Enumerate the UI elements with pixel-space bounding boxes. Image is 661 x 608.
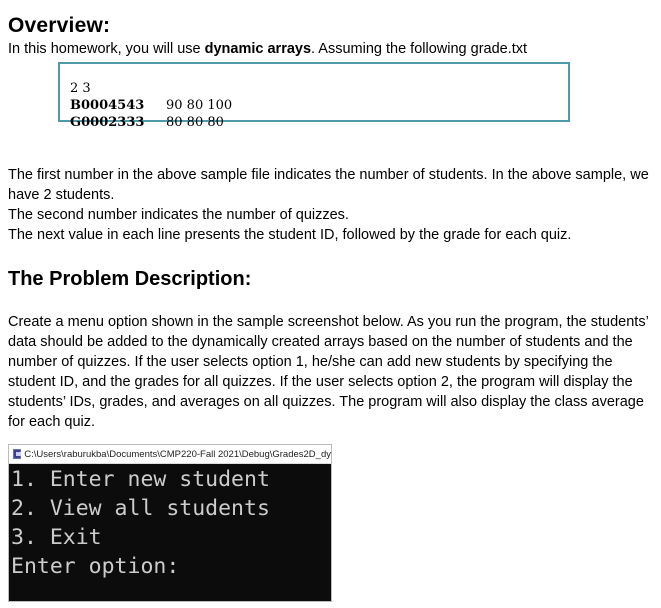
explanation-line-2: The second number indicates the number of quizzes. — [8, 207, 349, 223]
console-output[interactable] — [9, 464, 331, 581]
console-window — [8, 444, 332, 602]
console-title: C:\Users\raburukba\Documents\CMP220-Fall 2021\Debug\Grades2D_dy — [24, 448, 331, 460]
explanation-line-1: The first number in the above sample file indicates the number of students. In the above sample, we have 2 students. — [8, 167, 649, 203]
intro-text-after: . Assuming the following grade.txt — [311, 41, 528, 57]
intro-text-before: In this homework, you will use — [8, 41, 205, 57]
console-menu-line: 2. View all students — [11, 496, 270, 521]
grade-file-header: 2 3 — [70, 81, 91, 96]
console-menu-line: 1. Enter new student — [11, 467, 270, 492]
explanation-line-3: The next value in each line presents the student ID, followed by the grade for each quiz. — [8, 227, 572, 243]
grade-file-row-id: G0002333 — [70, 115, 145, 130]
intro-bold-term: dynamic arrays — [204, 41, 312, 57]
grade-file-sample-box — [58, 62, 570, 130]
problem-description: Create a menu option shown in the sample screenshot below. As you run the program, the students’ data should be added to the dynamically created arrays based on the number of students and the number of quizzes. If the user selects option 1, he/she can add new students by specifying the student ID, and the grades for all quizzes. If the user selects option 2, the program will display the students’ IDs, grades, and averages on all quizzes. The program will also display the class average for each quiz. — [8, 314, 649, 430]
grade-file-row-grades: 90 80 100 — [166, 98, 233, 113]
grade-file-row-id: B0004543 — [70, 98, 145, 113]
overview-intro — [8, 41, 527, 57]
console-menu-line: 3. Exit — [11, 525, 102, 550]
problem-heading: The Problem Description: — [8, 268, 252, 290]
grade-file-row-grades: 80 80 80 — [166, 115, 224, 130]
console-titlebar[interactable] — [9, 445, 331, 464]
console-app-icon — [13, 449, 21, 459]
overview-heading: Overview: — [8, 14, 111, 37]
console-prompt-line: Enter option: — [11, 554, 180, 579]
